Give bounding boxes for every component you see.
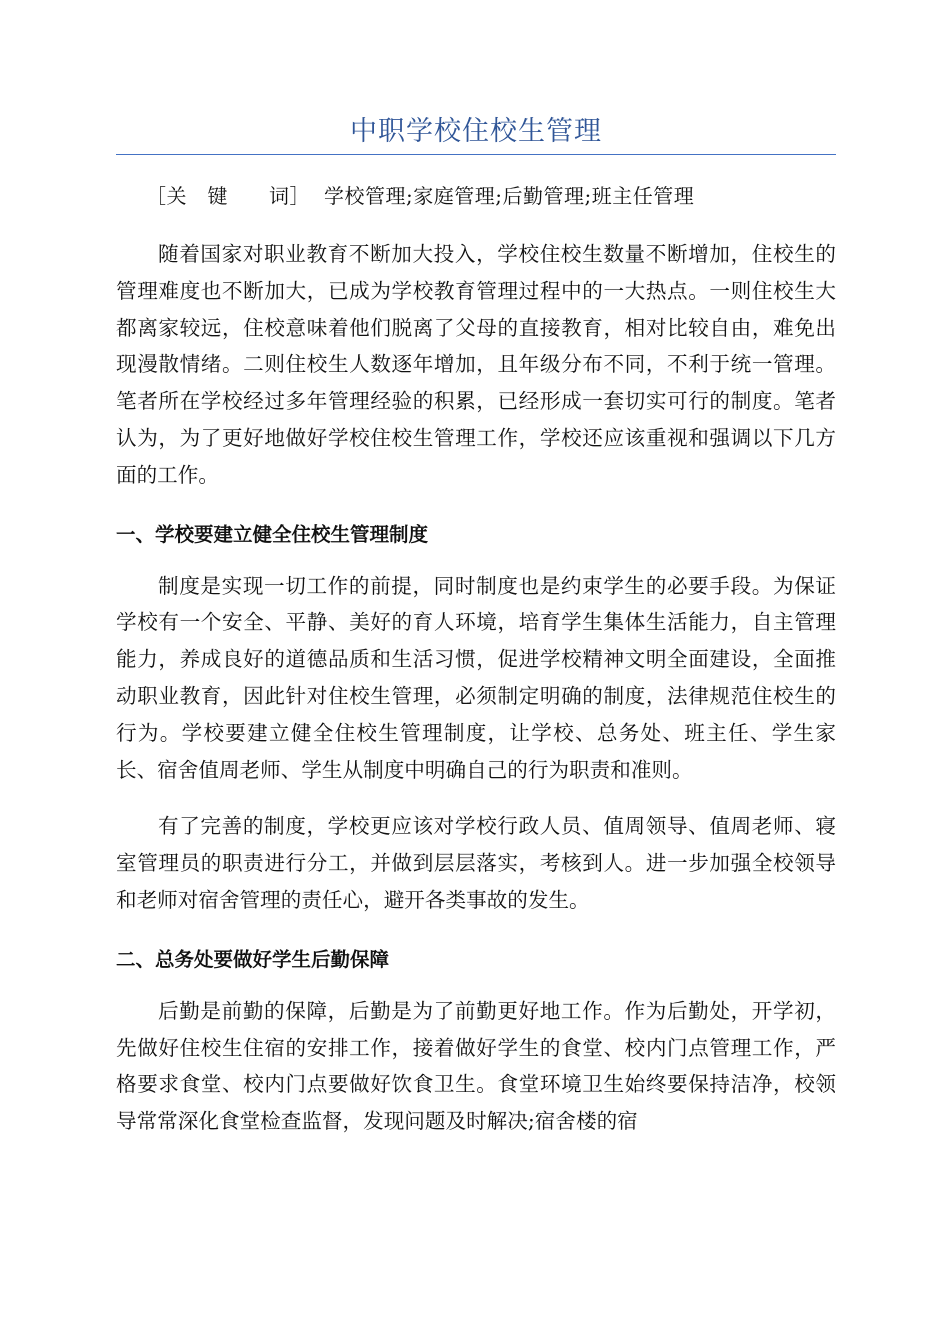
document-page (116, 110, 836, 1140)
keywords-label: ［关 键 词］ (146, 184, 310, 208)
intro-paragraph: 随着国家对职业教育不断加大投入，学校住校生数量不断增加，住校生的管理难度也不断加大，已成为学校教育管理过程中的一大热点。一则住校生大都离家较远，住校意味着他们脱离了父母的直接教育，相对比较自由，难免出现漫散情绪。二则住校生人数逐年增加，且年级分布不同，不利于统一管理。笔者所在学校经过多年管理经验的积累，已经形成一套切实可行的制度。笔者认为，为了更好地做好学校住校生管理工作，学校还应该重视和强调以下几方面的工作。 (116, 242, 836, 487)
section-1-paragraph-1: 制度是实现一切工作的前提，同时制度也是约束学生的必要手段。为保证学校有一个安全、平静、美好的育人环境，培育学生集体生活能力，自主管理能力，养成良好的道德品质和生活习惯，促进学校精神文明全面建设，全面推动职业教育，因此针对住校生管理，必须制定明确的制度，法律规范住校生的行为。学校要建立健全住校生管理制度，让学校、总务处、班主任、学生家长、宿舍值周老师、学生从制度中明确自己的行为职责和准则。 (116, 573, 836, 782)
section-1-heading: 一、学校要建立健全住校生管理制度 (116, 522, 429, 546)
keywords-line (116, 179, 836, 213)
section-2-heading: 二、总务处要做好学生后勤保障 (116, 947, 390, 971)
title-underline (116, 154, 836, 155)
document-title: 中职学校住校生管理 (350, 116, 602, 147)
section-2-paragraph-1: 后勤是前勤的保障，后勤是为了前勤更好地工作。作为后勤处，开学初，先做好住校生住宿的安排工作，接着做好学生的食堂、校内门点管理工作，严格要求食堂、校内门点要做好饮食卫生。食堂环境卫生始终要保持洁净，校领导常常深化食堂检查监督，发现问题及时解决;宿舍楼的宿 (116, 998, 836, 1134)
section-1-paragraph-2: 有了完善的制度，学校更应该对学校行政人员、值周领导、值周老师、寝室管理员的职责进行分工，并做到层层落实，考核到人。进一步加强全校领导和老师对宿舍管理的责任心，避开各类事故的发生。 (116, 814, 836, 912)
keywords-text: 学校管理;家庭管理;后勤管理;班主任管理 (324, 184, 695, 208)
